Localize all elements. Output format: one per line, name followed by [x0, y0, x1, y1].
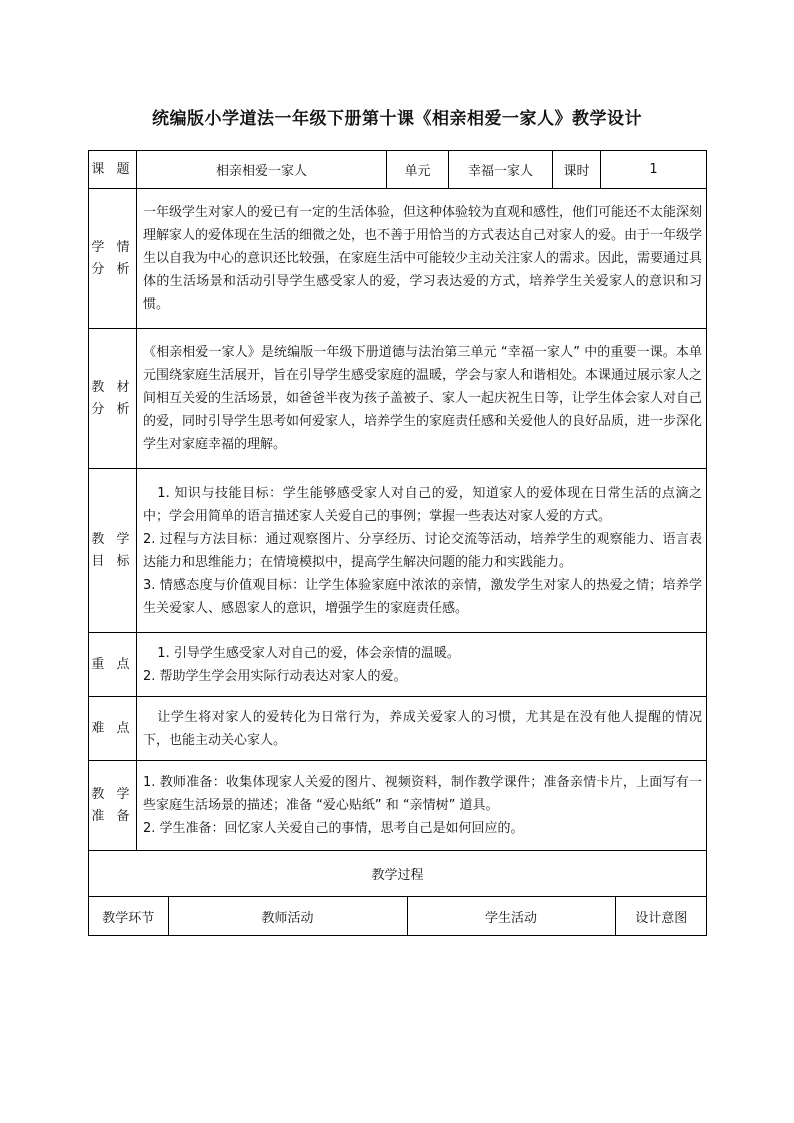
preparation-label-line2: 准 备 [91, 808, 134, 824]
key-points-row [89, 633, 707, 697]
column-header-teacher-activity: 教师活动 [168, 897, 407, 935]
material-analysis-paragraph: 《相亲相爱一家人》是统编版一年级下册道德与法治第三单元 “幸福一家人” 中的重要一课。本单元围绕家庭生活展开，旨在引导学生感受家庭的温暖，学会与家人和谐相处。本课通过展示家人之间相互关爱的生活场景，如爸爸半夜为孩子盖被子、家人一起庆祝生日等，让学生体会家人对自己的爱，同时引导学生思考如何爱家人，培养学生的家庭责任感和关爱他人的良好品质，进一步深化学生对家庭幸福的理解。 [143, 345, 703, 452]
process-heading: 教学过程 [89, 851, 707, 897]
topic-label: 课 题 [89, 151, 137, 189]
period-label: 课时 [553, 151, 601, 189]
unit-label: 单元 [387, 151, 449, 189]
preparation-label [89, 761, 137, 851]
period-value: 1 [601, 151, 707, 189]
difficulties-paragraph: 让学生将对家人的爱转化为日常行为，养成关爱家人的习惯，尤其是在没有他人提醒的情况下，也能主动关心家人。 [143, 709, 703, 748]
material-analysis-row [89, 329, 707, 469]
lesson-plan-table [88, 150, 707, 936]
goal-item-3: 3. 情感态度与价值观目标：让学生体验家庭中浓浓的亲情，激发学生对家人的热爱之情；培养学生关爱家人、感恩家人的意识，增强学生的家庭责任感。 [143, 577, 703, 616]
preparation-item-1: 1. 教师准备：收集体现家人关爱的图片、视频资料，制作教学课件；准备亲情卡片，上面写有一些家庭生活场景的描述；准备 “爱心贴纸” 和 “亲情树” 道具。 [143, 775, 703, 813]
goals-label [89, 469, 137, 633]
preparation-row [89, 761, 707, 851]
student-analysis-label-line1: 学 情 [91, 239, 134, 255]
key-points-label: 重 点 [89, 633, 137, 697]
student-analysis-label [89, 189, 137, 329]
goal-item-2: 2. 过程与方法目标：通过观察图片、分享经历、讨论交流等活动，培养学生的观察能力、语言表达能力和思维能力；在情境模拟中，提高学生解决问题的能力和实践能力。 [143, 531, 703, 570]
difficulties-label: 难 点 [89, 697, 137, 761]
process-columns-cell [89, 897, 707, 936]
material-analysis-label-line2: 分 析 [91, 401, 134, 417]
preparation-item-2: 2. 学生准备：回忆家人关爱自己的事情，思考自己是如何回应的。 [143, 821, 524, 836]
document-title: 统编版小学道法一年级下册第十课《相亲相爱一家人》教学设计 [152, 109, 642, 129]
process-columns-row [89, 897, 707, 936]
preparation-text [137, 761, 707, 851]
goals-row [89, 469, 707, 633]
goal-item-1: 1. 知识与技能目标：学生能够感受家人对自己的爱，知道家人的爱体现在日常生活的点滴之中；学会用简单的语言描述家人关爱自己的事例；掌握一些表达对家人爱的方式。 [143, 485, 703, 524]
key-point-item-1: 1. 引导学生感受家人对自己的爱，体会亲情的温暖。 [157, 645, 460, 661]
goals-label-line1: 教 学 [91, 531, 134, 547]
column-header-student-activity: 学生活动 [407, 897, 615, 935]
process-columns-table [89, 897, 707, 935]
difficulties-text [137, 697, 707, 761]
material-analysis-text [137, 329, 707, 469]
preparation-label-line1: 教 学 [91, 786, 134, 802]
unit-value: 幸福一家人 [449, 151, 553, 189]
material-analysis-label-line1: 教 材 [91, 379, 134, 395]
goals-text [137, 469, 707, 633]
key-point-item-2: 2. 帮助学生学会用实际行动表达对家人的爱。 [143, 668, 407, 684]
column-header-design-intent: 设计意图 [635, 910, 688, 926]
key-points-text [137, 633, 707, 697]
student-analysis-row [89, 189, 707, 329]
topic-row [89, 151, 707, 189]
student-analysis-paragraph: 一年级学生对家人的爱已有一定的生活体验，但这种体验较为直观和感性，他们可能还不太能深刻理解家人的爱体现在生活的细微之处，也不善于用恰当的方式表达自己对家人的爱。由于一年级学生以自我为中心的意识还比较强，在家庭生活中可能较少主动关注家人的需求。因此，需要通过具体的生活场景和活动引导学生感受家人的爱，学习表达爱的方式，培养学生关爱家人的意识和习惯。 [143, 205, 703, 312]
student-analysis-text [137, 189, 707, 329]
goals-label-line2: 目 标 [91, 553, 134, 569]
difficulties-row [89, 697, 707, 761]
student-analysis-label-line2: 分 析 [91, 261, 134, 277]
column-header-step: 教学环节 [89, 897, 168, 935]
material-analysis-label [89, 329, 137, 469]
topic-value: 相亲相爱一家人 [137, 151, 387, 189]
process-heading-row [89, 851, 707, 897]
